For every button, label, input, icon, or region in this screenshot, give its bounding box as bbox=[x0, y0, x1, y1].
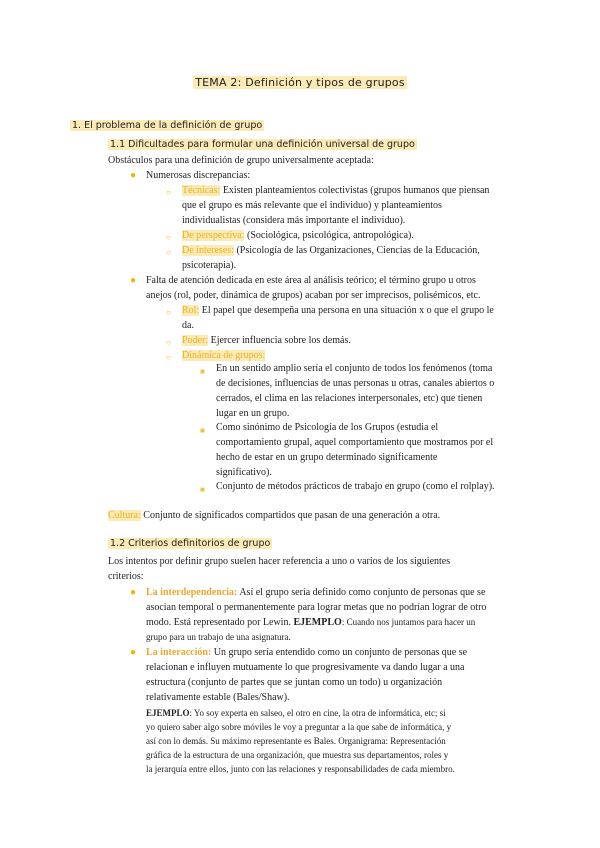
list-item-line: cerrados, el clima en las relaciones interpersonales, etc) que tienen bbox=[216, 393, 483, 404]
list-item-line: da. bbox=[182, 320, 194, 331]
list-item-line: así con lo demás. Su máximo representante es Bales. Organigrama: Representación bbox=[146, 736, 446, 746]
list-item: Dinámica de grupos: bbox=[182, 350, 266, 361]
subsection-heading: 1.1 Dificultades para formular una definición universal de grupo bbox=[110, 139, 415, 150]
list-item: Numerosas discrepancias: bbox=[146, 170, 251, 181]
list-item-line: individualistas (considera más importante el individuo). bbox=[182, 215, 406, 226]
list-item-line: EJEMPLO: Yo soy experta en salseo, el otro en cine, la otra de informática, etc; si bbox=[146, 708, 446, 718]
list-item: La interacción: Un grupo sería entendido como un conjunto de personas que se bbox=[146, 647, 468, 658]
list-item: Falta de atención dedicada en este área al análisis teórico; el término grupo u otros bbox=[146, 275, 476, 286]
square-bullet-icon: ■ bbox=[200, 485, 205, 494]
list-item: Como sinónimo de Psicología de los Grupos (estudia el bbox=[216, 422, 439, 433]
list-item-line: modo. Está representado por Lewin. EJEMPLO: Cuando nos juntamos para hacer un bbox=[146, 617, 476, 628]
list-item: En un sentido amplio sería el conjunto de todos los fenómenos (toma bbox=[216, 363, 493, 374]
circle-bullet-icon: ○ bbox=[166, 248, 171, 257]
paragraph: Cultura: Conjunto de significados compartidos que pasan de una generación a otra. bbox=[108, 510, 441, 521]
subsection-heading: 1.2 Criterios definitorios de grupo bbox=[110, 538, 271, 549]
list-item: Poder: Ejercer influencia sobre los demás. bbox=[182, 335, 351, 346]
circle-bullet-icon: ○ bbox=[166, 233, 171, 242]
list-item-line: psicoterapia). bbox=[182, 260, 237, 271]
list-item: Técnicas: Existen planteamientos colectivistas (grupos humanos que piensan bbox=[182, 185, 490, 196]
bullet-icon: ● bbox=[130, 647, 137, 658]
paragraph: Los intentos por definir grupo suelen hacer referencia a uno o varios de los siguientes bbox=[108, 556, 451, 567]
list-item: La interdependencia: Así el grupo sería definido como conjunto de personas que se bbox=[146, 587, 486, 598]
bullet-icon: ● bbox=[130, 170, 137, 181]
list-item-line: yo quiero saber algo sobre móviles le voy a preguntar a la que sabe de informática, y bbox=[146, 722, 452, 732]
page-title: TEMA 2: Definición y tipos de grupos bbox=[195, 76, 405, 89]
list-item-line: lugar en un grupo. bbox=[216, 408, 290, 419]
list-item-line: gráfica de la estructura de una organización, que muestra sus departamentos, roles y bbox=[146, 750, 449, 760]
list-item: De perspectiva: (Sociológica, psicológica, antropológica). bbox=[182, 230, 414, 241]
list-item-line: estructura (conjunto de partes que se juntan como un todo) u organización bbox=[146, 677, 443, 688]
bullet-icon: ● bbox=[130, 587, 137, 598]
list-item-line: grupo para un trabajo de una asignatura. bbox=[146, 632, 291, 642]
list-item-line: que el grupo es más relevante que el individuo) y planteamientos bbox=[182, 200, 442, 211]
paragraph: Obstáculos para una definición de grupo universalmente aceptada: bbox=[108, 155, 374, 166]
list-item-line: la jerarquía entre ellos, junto con las relaciones y responsabilidades de cada miembro. bbox=[146, 764, 455, 774]
square-bullet-icon: ■ bbox=[200, 426, 205, 435]
paragraph-line: criterios: bbox=[108, 571, 144, 582]
circle-bullet-icon: ○ bbox=[166, 338, 171, 347]
list-item-line: significativo). bbox=[216, 467, 272, 478]
list-item-line: comportamiento grupal, aquel comportamiento que mostramos por el bbox=[216, 437, 494, 448]
circle-bullet-icon: ○ bbox=[166, 308, 171, 317]
circle-bullet-icon: ○ bbox=[166, 353, 171, 362]
section-heading: 1. El problema de la definición de grupo bbox=[72, 120, 263, 131]
list-item: Conjunto de métodos prácticos de trabajo en grupo (como el rolplay). bbox=[216, 481, 495, 492]
list-item-line: hecho de estar en un grupo determinado significamente bbox=[216, 452, 438, 463]
list-item-line: relativamente estable (Bales/Shaw). bbox=[146, 692, 290, 703]
list-item-line: anejos (rol, poder, dinámica de grupos) acaban por ser imprecisos, polisémicos, etc. bbox=[146, 290, 481, 301]
list-item: Rol: El papel que desempeña una persona en una situación x o que el grupo le bbox=[182, 305, 494, 316]
list-item-line: de decisiones, influencias de unas personas u otras, canales abiertos o bbox=[216, 378, 495, 389]
list-item-line: asocian temporal o permanentemente para lograr metas que no podrían lograr de otro bbox=[146, 602, 487, 613]
circle-bullet-icon: ○ bbox=[166, 188, 171, 197]
list-item: De intereses: (Psicología de las Organizaciones, Ciencias de la Educación, bbox=[182, 245, 480, 256]
square-bullet-icon: ■ bbox=[200, 367, 205, 376]
list-item-line: relacionan e influyen mutuamente lo que progresivamente va dando lugar a una bbox=[146, 662, 465, 673]
bullet-icon: ● bbox=[130, 275, 137, 286]
